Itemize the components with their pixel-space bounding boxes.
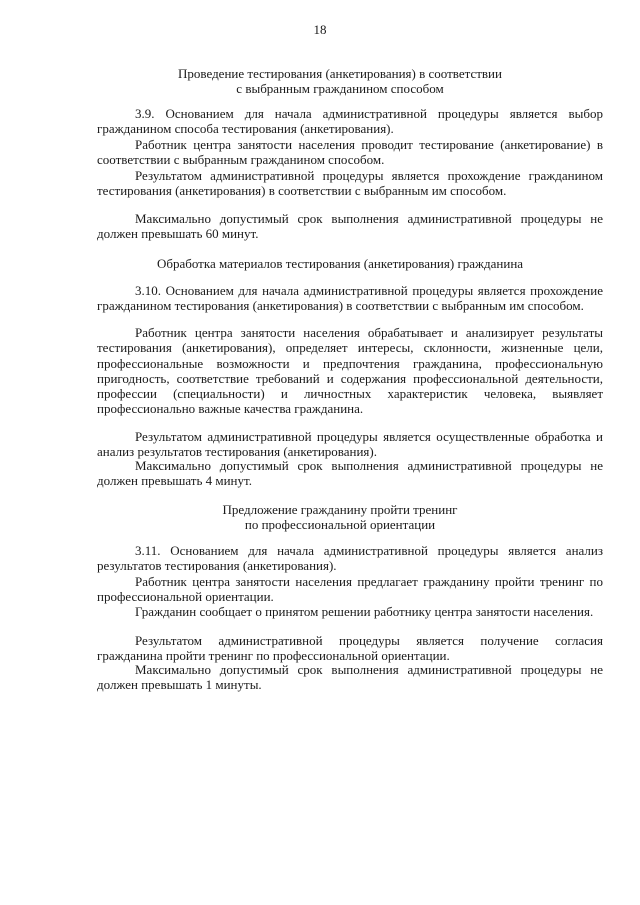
heading-line: по профессиональной ориентации [244,517,436,532]
section-heading-testing [60,66,620,96]
heading-line: Обработка материалов тестирования (анкетирования) гражданина [156,256,524,271]
paragraph: Работник центра занятости населения предлагает гражданину пройти тренинг по профессиональной ориентации. [97,574,603,605]
paragraph: Работник центра занятости населения обрабатывает и анализирует результаты тестирования (анкетирования), определяет интересы, склонности, жизненные цели, профессиональные возможности и предпочтения гражданина, профессиональную пригодность, соответствие требований и содержания профессиональной деятельности, профессии (специальности) и личностных характеристик человека, выявляет профессионально важные качества гражданина. [97,325,603,417]
paragraph-3-10: 3.10. Основанием для начала административной процедуры является прохождение гражданином тестирования (анкетирования) в соответствии с выбранным им способом. [97,283,603,314]
paragraph: Результатом административной процедуры является получение согласия гражданина пройти тренинг по профессиональной ориентации. [97,633,603,664]
paragraph-3-11: 3.11. Основанием для начала административной процедуры является анализ результатов тестирования (анкетирования). [97,543,603,574]
page-number: 18 [313,22,327,37]
paragraph: Результатом административной процедуры является осуществленные обработка и анализ результатов тестирования (анкетирования). [97,429,603,460]
paragraph-3-9: 3.9. Основанием для начала административной процедуры является выбор гражданином способа тестирования (анкетирования). [97,106,603,137]
paragraph: Результатом административной процедуры является прохождение гражданином тестирования (анкетирования) в соответствии с выбранным им способом. [97,168,603,199]
paragraph: Максимально допустимый срок выполнения административной процедуры не должен превышать 1 минуты. [97,662,603,693]
heading-line: Предложение гражданину пройти тренинг [222,502,458,517]
paragraph: Гражданин сообщает о принятом решении работнику центра занятости населения. [135,604,594,619]
heading-line: с выбранным гражданином способом [236,81,444,96]
section-heading-processing [60,256,620,271]
heading-line: Проведение тестирования (анкетирования) в соответствии [178,66,502,81]
section-heading-training [60,502,620,532]
paragraph: Максимально допустимый срок выполнения административной процедуры не должен превышать 4 минут. [97,458,603,489]
paragraph: Максимально допустимый срок выполнения административной процедуры не должен превышать 60 минут. [97,211,603,242]
paragraph: Работник центра занятости населения проводит тестирование (анкетирование) в соответствии с выбранным гражданином способом. [97,137,603,168]
